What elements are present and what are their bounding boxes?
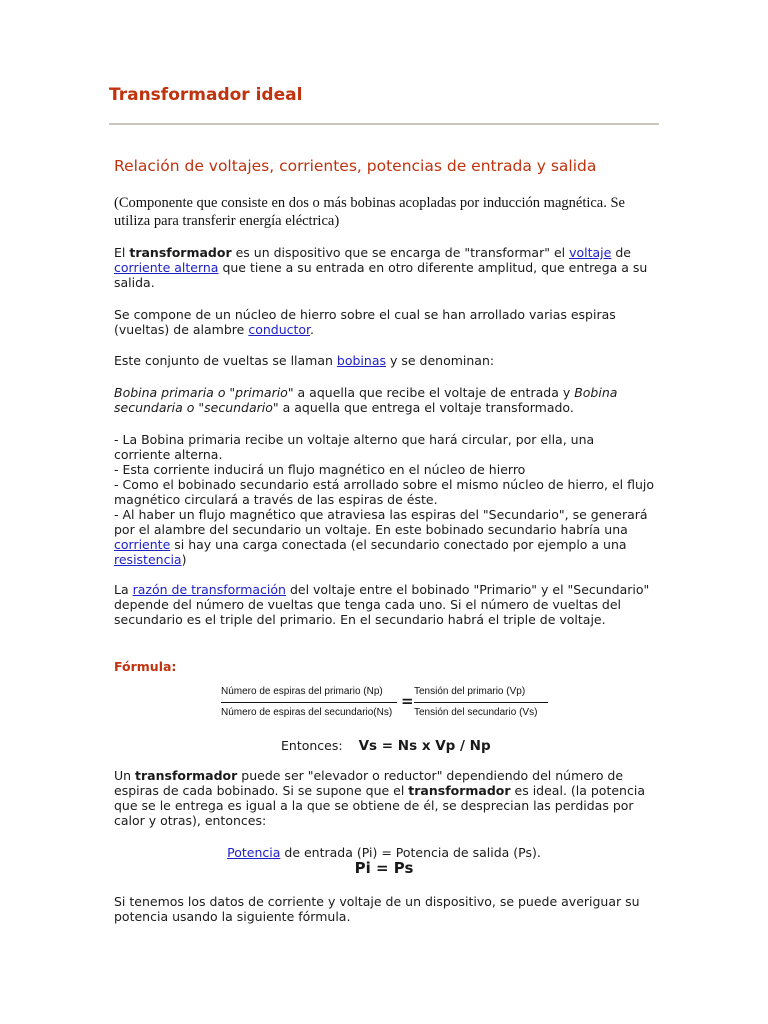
link-potencia[interactable]: Potencia	[227, 845, 281, 860]
power-line: Potencia de entrada (Pi) = Potencia de salida (Ps).	[227, 845, 541, 860]
section-subtitle: Relación de voltajes, corrientes, potencias de entrada y salida	[114, 157, 597, 175]
link-conductor[interactable]: conductor	[248, 322, 311, 337]
paragraph-bobinas: Este conjunto de vueltas se llaman bobinas y se denominan:	[114, 353, 495, 368]
formula-equals: =	[401, 692, 414, 710]
power-equation: Pi = Ps	[354, 859, 414, 877]
title-divider	[109, 123, 659, 125]
link-bobinas[interactable]: bobinas	[336, 353, 386, 368]
fraction-line-right	[414, 702, 548, 703]
entonces-label: Entonces:	[281, 738, 343, 753]
paragraph-elevador-reductor: Un transformador puede ser "elevador o reductor" dependiendo del número de espiras de cada bobinado. Si se supone que el transformador es ideal. (la potencia que se le entrega es igual a la que se obtiene de él, se desprecian las perdidas por calor y otras), entonces:	[114, 768, 645, 828]
formula-denominator-right: Tensión del secundario (Vs)	[414, 707, 538, 718]
list-item: - Como el bobinado secundario está arrollado sobre el mismo núcleo de hierro, el flujo magnético circulará a través de las espiras de éste.	[114, 477, 654, 507]
list-item: - Esta corriente inducirá un flujo magnético en el núcleo de hierro	[114, 462, 526, 477]
paragraph-transformador: El transformador es un dispositivo que se encarga de "transformar" el voltaje de corriente alterna que tiene a su entrada en otro diferente amplitud, que entrega a su salida.	[114, 245, 648, 290]
paragraph-funcionamiento	[114, 432, 654, 567]
link-corriente-alterna[interactable]: corriente alterna	[114, 260, 219, 275]
page-title: Transformador ideal	[109, 85, 303, 105]
formula-heading: Fórmula:	[114, 659, 177, 674]
list-item: - Al haber un flujo magnético que atraviesa las espiras del "Secundario", se generará por el alambre del secundario un voltaje. En este bobinado secundario habría una corriente si hay una carga conectada (el secundario conectado por ejemplo a una resistencia)	[114, 507, 648, 567]
formula-result: Vs = Ns x Vp / Np	[358, 738, 491, 754]
intro-paragraph: (Componente que consiste en dos o más bobinas acopladas por inducción magnética. Se utiliza para transferir energía eléctrica)	[114, 195, 625, 229]
formula-numerator-left: Número de espiras del primario (Np)	[221, 686, 383, 697]
link-voltaje[interactable]: voltaje	[569, 245, 612, 260]
formula-denominator-left: Número de espiras del secundario(Ns)	[221, 707, 393, 718]
link-resistencia[interactable]: resistencia	[114, 552, 182, 567]
paragraph-nucleo: Se compone de un núcleo de hierro sobre el cual se han arrollado varias espiras (vueltas) de alambre conductor.	[114, 307, 616, 337]
link-razon-transformacion[interactable]: razón de transformación	[132, 582, 286, 597]
formula-numerator-right: Tensión del primario (Vp)	[414, 686, 526, 697]
formula-result-line	[281, 738, 581, 754]
fraction-line-left	[221, 702, 397, 703]
paragraph-primario-secundario: Bobina primaria o "primario" a aquella que recibe el voltaje de entrada y Bobina secundaria o "secundario" a aquella que entrega el voltaje transformado.	[114, 385, 618, 415]
paragraph-potencia: Si tenemos los datos de corriente y voltaje de un dispositivo, se puede averiguar su potencia usando la siguiente fórmula.	[114, 894, 640, 924]
paragraph-razon: La razón de transformación del voltaje entre el bobinado "Primario" y el "Secundario" depende del número de vueltas que tenga cada uno. Si el número de vueltas del secundario es el triple del primario. En el secundario habrá el triple de voltaje.	[114, 582, 650, 627]
link-corriente[interactable]: corriente	[114, 537, 171, 552]
list-item: - La Bobina primaria recibe un voltaje alterno que hará circular, por ella, una corriente alterna.	[114, 432, 595, 462]
